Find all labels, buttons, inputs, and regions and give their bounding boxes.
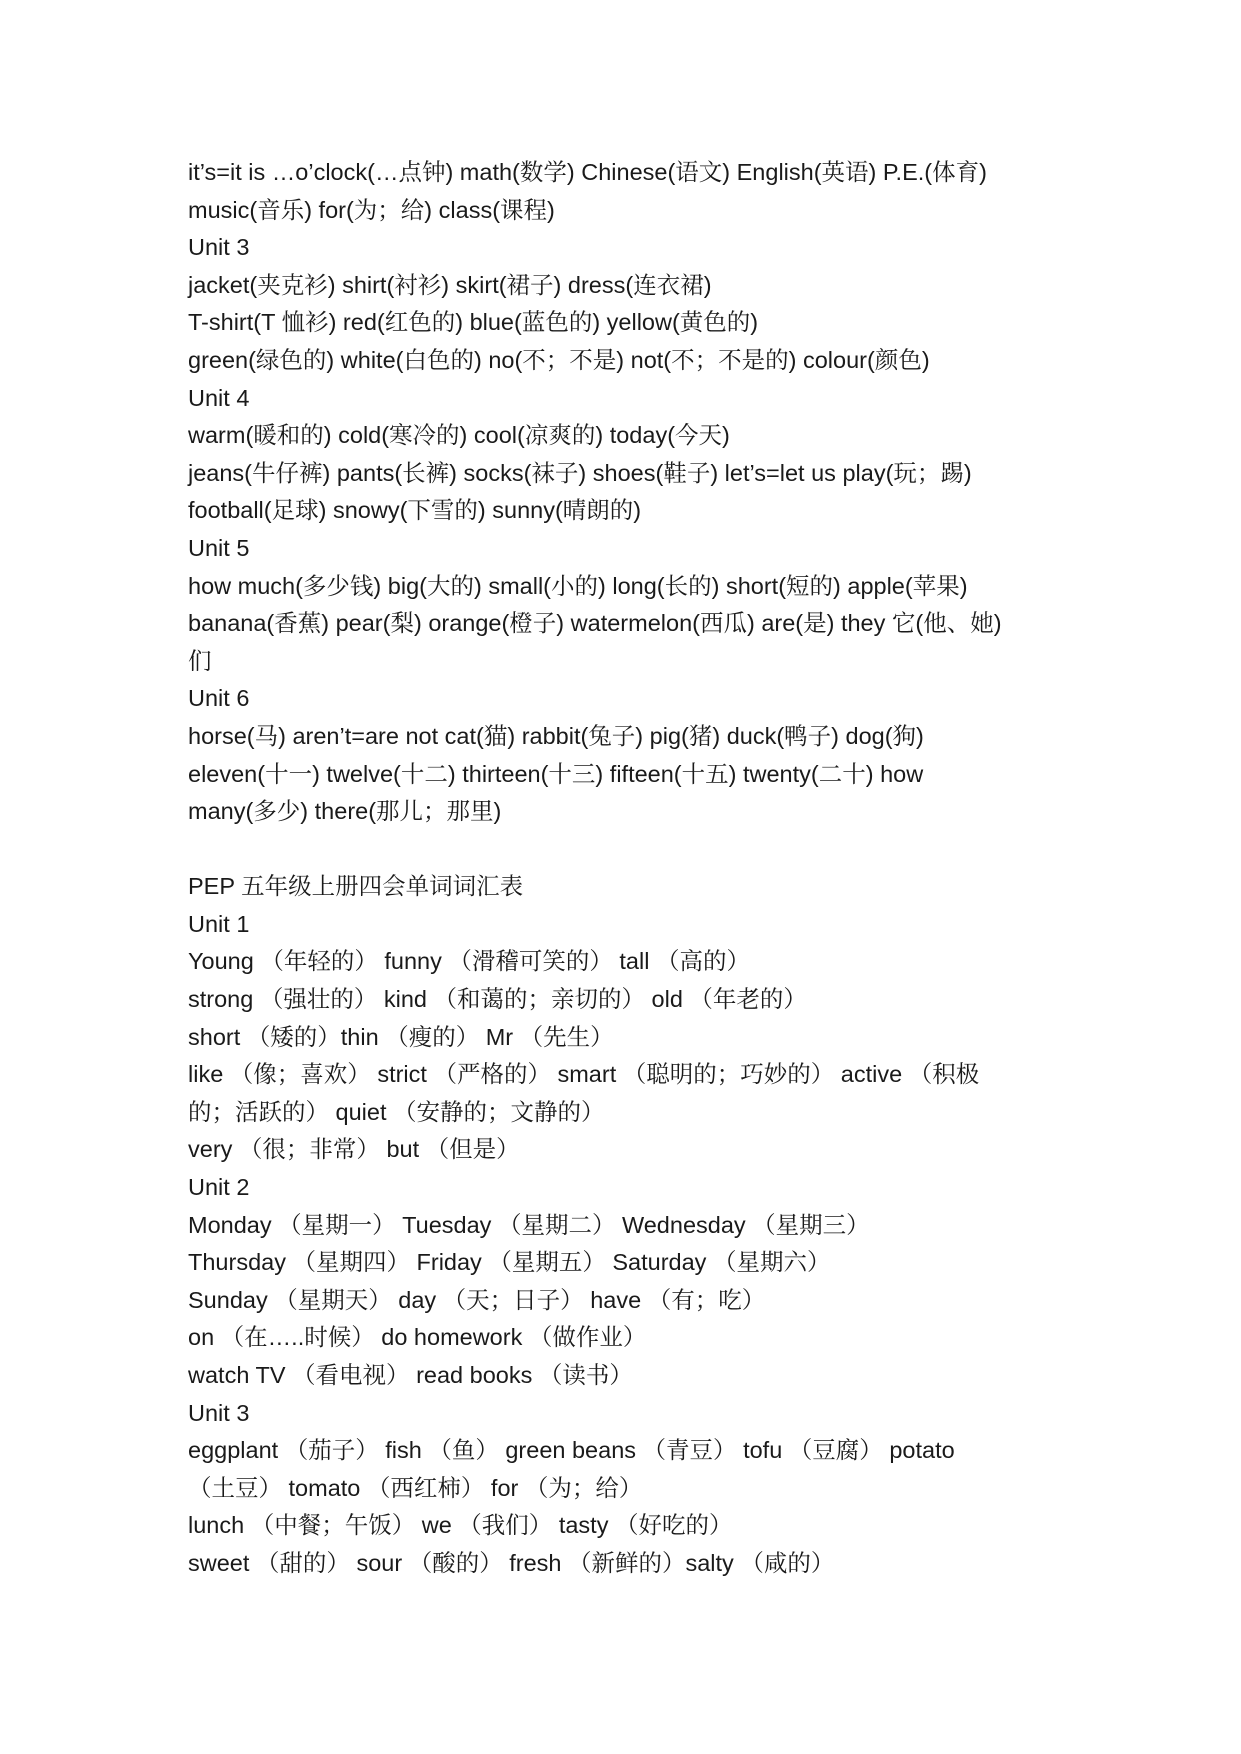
section-gap: [188, 831, 1068, 869]
text-line: Monday （星期一） Tuesday （星期二） Wednesday （星期三）: [188, 1211, 870, 1238]
text-line: eggplant （茄子） fish （鱼） green beans （青豆） tofu （豆腐） potato: [188, 1437, 955, 1464]
text-line: on （在…..时候） do homework （做作业）: [188, 1324, 647, 1351]
text-line: jeans(牛仔裤) pants(长裤) socks(袜子) shoes(鞋子) let’s=let us play(玩；踢): [188, 459, 972, 486]
text-line: very （很；非常） but （但是）: [188, 1136, 520, 1163]
unit-heading: Unit 3: [188, 1399, 250, 1426]
text-line: horse(马) aren’t=are not cat(猫) rabbit(兔子) pig(猪) duck(鸭子) dog(狗): [188, 722, 924, 749]
section-title: PEP 五年级上册四会单词词汇表: [188, 873, 524, 900]
vocabulary-page: [188, 154, 1068, 1583]
text-line: （土豆） tomato （西红柿） for （为；给）: [188, 1474, 643, 1501]
text-line: banana(香蕉) pear(梨) orange(橙子) watermelon(西瓜) are(是) they 它(他、她): [188, 610, 1002, 637]
text-line: football(足球) snowy(下雪的) sunny(晴朗的): [188, 497, 642, 524]
text-line: many(多少) there(那儿；那里): [188, 798, 502, 825]
text-line: 的；活跃的） quiet （安静的；文静的）: [188, 1098, 605, 1125]
unit-heading: Unit 6: [188, 685, 250, 712]
text-line: music(音乐) for(为；给) class(课程): [188, 196, 555, 223]
text-line: Young （年轻的） funny （滑稽可笑的） tall （高的）: [188, 948, 750, 975]
text-line: watch TV （看电视） read books （读书）: [188, 1362, 633, 1388]
text-line: how much(多少钱) big(大的) small(小的) long(长的) short(短的) apple(苹果): [188, 572, 968, 599]
text-line: short （矮的）thin （瘦的） Mr （先生）: [188, 1023, 614, 1050]
part2-vocabulary: [188, 868, 1068, 1582]
text-line: green(绿色的) white(白色的) no(不；不是) not(不；不是的) colour(颜色): [188, 346, 930, 373]
unit-heading: Unit 3: [188, 234, 250, 261]
text-line: it’s=it is …o’clock(…点钟) math(数学) Chinese(语文) English(英语) P.E.(体育): [188, 159, 987, 185]
unit-heading: Unit 2: [188, 1174, 250, 1201]
text-line: 们: [188, 647, 212, 674]
text-line: lunch （中餐；午饭） we （我们） tasty （好吃的）: [188, 1512, 733, 1539]
text-line: sweet （甜的） sour （酸的） fresh （新鲜的）salty （咸的）: [188, 1549, 835, 1576]
text-line: Thursday （星期四） Friday （星期五） Saturday （星期六）: [188, 1249, 831, 1276]
text-line: warm(暖和的) cold(寒冷的) cool(凉爽的) today(今天): [188, 422, 730, 449]
text-line: T-shirt(T 恤衫) red(红色的) blue(蓝色的) yellow(黄色的): [188, 309, 759, 336]
text-line: like （像；喜欢） strict （严格的） smart （聪明的；巧妙的） active （积极: [188, 1061, 980, 1088]
part1-vocabulary: [188, 154, 1068, 831]
unit-heading: Unit 5: [188, 534, 250, 561]
text-line: eleven(十一) twelve(十二) thirteen(十三) fifteen(十五) twenty(二十) how: [188, 760, 924, 787]
text-line: Sunday （星期天） day （天；日子） have （有；吃）: [188, 1286, 766, 1313]
text-line: strong （强壮的） kind （和蔼的；亲切的） old （年老的）: [188, 986, 807, 1013]
unit-heading: Unit 1: [188, 910, 250, 937]
text-line: jacket(夹克衫) shirt(衬衫) skirt(裙子) dress(连衣裙): [188, 271, 712, 298]
unit-heading: Unit 4: [188, 384, 250, 411]
